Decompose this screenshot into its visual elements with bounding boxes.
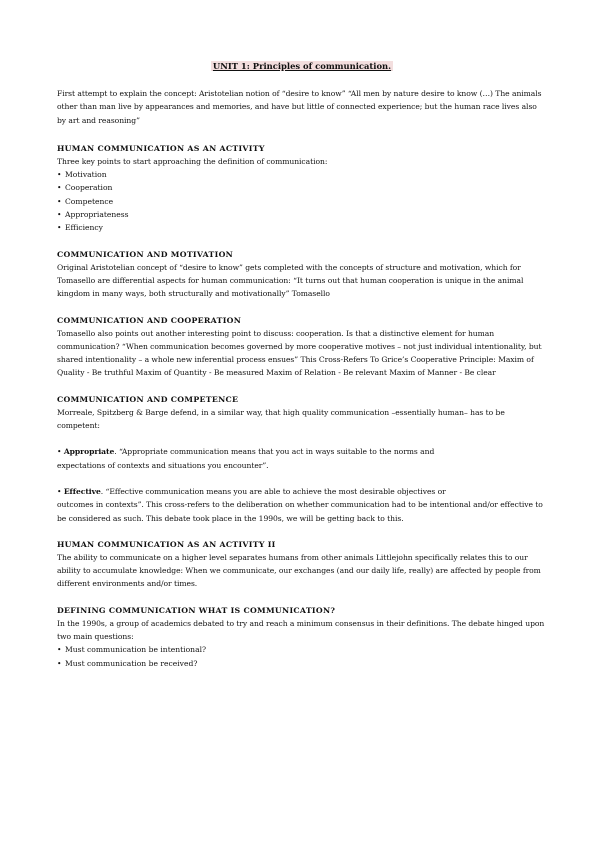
section-heading: COMMUNICATION AND COOPERATION [57, 315, 242, 325]
section-text: Morreale, Spitzberg & Barge defend, in a similar way, that high quality communication –essentially human– has to be competent: [57, 407, 505, 431]
section-heading: COMMUNICATION AND COMPETENCE [57, 394, 239, 404]
bullet-icon: • [57, 486, 62, 496]
bullet-icon: • [57, 170, 62, 180]
section-text: The ability to communicate on a higher level separates humans from other animals Littlejohn specifically relates this to our ability to accumulate knowledge: When we communicate, our exchanges (and our daily life, really) are affected by people from different environments and/or times. [57, 552, 541, 589]
section-heading: HUMAN COMMUNICATION AS AN ACTIVITY II [57, 539, 276, 549]
section-competence [57, 393, 547, 525]
term-effective: Effective [63, 486, 101, 496]
bullet-icon: • [57, 223, 62, 233]
questions-list [57, 643, 547, 670]
section-heading: COMMUNICATION AND MOTIVATION [57, 249, 234, 259]
bullet-icon: • [57, 645, 62, 655]
effective-definition-cont: outcomes in contexts”. This cross-refers to the deliberation on whether communication had to be intentional and/or effective to be considered as such. This debate took place in the 1990s, we will be getting back to this. [57, 500, 543, 523]
list-item: • Appropriateness [57, 208, 547, 221]
list-item: • Efficiency [57, 221, 547, 234]
key-points-list [57, 168, 547, 234]
title-block [57, 54, 547, 73]
section-heading: DEFINING COMMUNICATION WHAT IS COMMUNICATION? [57, 605, 336, 615]
bullet-icon: • [57, 210, 62, 220]
section-cooperation [57, 314, 547, 380]
list-item: • Motivation [57, 168, 547, 181]
list-item: • Competence [57, 195, 547, 208]
section-defining [57, 604, 547, 670]
appropriate-definition-cont: expectations of contexts and situations you encounter”. [57, 460, 269, 470]
section-text: Three key points to start approaching the definition of communication: [57, 156, 328, 166]
intro-paragraph: First attempt to explain the concept: Aristotelian notion of “desire to know” “All men by nature desire to know (…) The animals other than man live by appearances and memories, and have but little of connected experience; but the human race lives also by art and reasoning” [57, 89, 542, 125]
section-activity-ii [57, 538, 547, 591]
effective-definition: • Effective. “Effective communication means you are able to achieve the most desirable objectives or [57, 486, 446, 496]
document-page [57, 54, 547, 683]
section-text: In the 1990s, a group of academics debated to try and reach a minimum consensus in their definitions. The debate hinged upon two main questions: [57, 618, 545, 642]
section-activity [57, 142, 547, 235]
bullet-icon: • [57, 183, 62, 193]
appropriate-definition: • Appropriate. “Appropriate communication means that you act in ways suitable to the norms and [57, 447, 435, 457]
bullet-icon: • [57, 196, 62, 206]
section-text: Original Aristotelian concept of “desire to know” gets completed with the concepts of structure and motivation, which for Tomasello are differential aspects for human communication: “It turns out that human cooperation is unique in the animal kingdom in many ways, both structurally and motivationally” Tomasello [57, 262, 524, 299]
list-item: • Must communication be intentional? [57, 643, 547, 656]
section-motivation [57, 248, 547, 301]
bullet-icon: • [57, 447, 62, 457]
page-title: UNIT 1: Principles of communication. [212, 61, 392, 71]
section-text: Tomasello also points out another interesting point to discuss: cooperation. Is that a distinctive element for human communication? “When communication becomes governed by more cooperative motives – not just individual intentionality, but shared intentionality – a whole new inferential process ensues” This Cross-Refers To Grice’s Cooperative Principle: Maxim of Quality - Be truthful Maxim of Quantity - Be measured Maxim of Relation - Be relevant Maxim of Manner - Be clear [57, 328, 542, 378]
list-item: • Cooperation [57, 181, 547, 194]
section-heading: HUMAN COMMUNICATION AS AN ACTIVITY [57, 143, 265, 153]
bullet-icon: • [57, 658, 62, 668]
list-item: • Must communication be received? [57, 657, 547, 670]
term-appropriate: Appropriate [63, 447, 115, 457]
